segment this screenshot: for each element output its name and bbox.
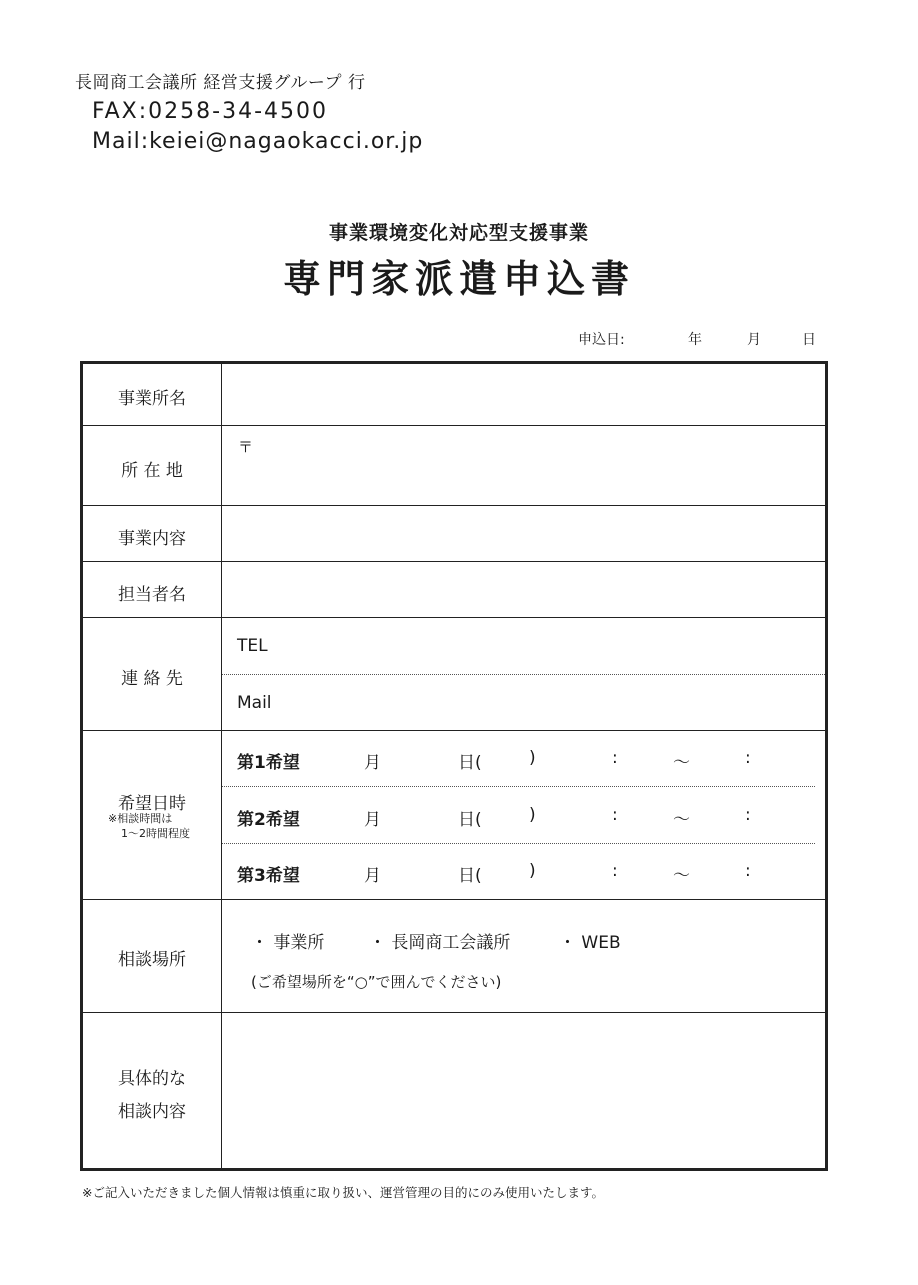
choice-month: 月 xyxy=(364,810,381,830)
place-label: 相談場所 xyxy=(118,950,186,970)
choice-label: 第2希望 xyxy=(237,810,300,830)
program-name: 事業環境変化対応型支援事業 xyxy=(328,222,589,244)
choice-start-colon: : xyxy=(612,748,618,768)
privacy-notice: ※ご記入いただきました個人情報は慎重に取り扱い、運営管理の目的にのみ使用いたします。 xyxy=(82,1185,604,1200)
business-name-label: 事業所名 xyxy=(118,389,186,409)
recipient-line: 長岡商工会議所 経営支援グループ 行 xyxy=(75,73,366,93)
business-content-label: 事業内容 xyxy=(118,529,186,549)
place-option-office[interactable]: ・ 事業所 xyxy=(251,933,325,953)
row-divider xyxy=(83,899,825,900)
choice-weekday-close: ) xyxy=(529,748,536,768)
choice-tilde: 〜 xyxy=(673,753,690,773)
choice-end-colon: : xyxy=(745,805,751,825)
row-divider xyxy=(83,617,825,618)
choice-dotted-divider xyxy=(222,843,815,844)
detail-label: 相談内容 xyxy=(118,1102,186,1122)
business-content-field[interactable] xyxy=(222,506,825,561)
choice-tilde: 〜 xyxy=(673,866,690,886)
business-name-field[interactable] xyxy=(222,364,825,425)
mail-address: Mail:keiei@nagaokacci.or.jp xyxy=(92,129,424,154)
choice-dotted-divider xyxy=(222,786,815,787)
mail-label: Mail xyxy=(237,693,272,713)
choice-label: 第3希望 xyxy=(237,866,300,886)
choice-month: 月 xyxy=(364,866,381,886)
address-field[interactable] xyxy=(222,426,825,505)
fax-number: FAX:0258-34-4500 xyxy=(92,99,329,124)
choice-day: 日( xyxy=(458,753,482,773)
consultation-time-note: ※相談時間は xyxy=(108,812,173,825)
consultation-time-note: 1〜2時間程度 xyxy=(121,827,190,840)
row-divider xyxy=(83,730,825,731)
contact-person-field[interactable] xyxy=(222,562,825,617)
choice-day: 日( xyxy=(458,866,482,886)
choice-start-colon: : xyxy=(612,861,618,881)
place-instruction: (ご希望場所を“○”で囲んでください) xyxy=(251,973,502,991)
place-option-web[interactable]: ・ WEB xyxy=(559,933,621,953)
choice-start-colon: : xyxy=(612,805,618,825)
form-title: 専門家派遣申込書 xyxy=(282,257,635,301)
choice-label: 第1希望 xyxy=(237,753,300,773)
application-date-label: 申込日: xyxy=(578,332,625,348)
place-option-chamber[interactable]: ・ 長岡商工会議所 xyxy=(369,933,511,953)
choice-weekday-close: ) xyxy=(529,805,536,825)
contact-label: 連 絡 先 xyxy=(121,669,183,689)
consultation-detail-field[interactable] xyxy=(222,1013,825,1168)
choice-end-colon: : xyxy=(745,748,751,768)
contact-person-label: 担当者名 xyxy=(118,585,186,605)
choice-end-colon: : xyxy=(745,861,751,881)
choice-day: 日( xyxy=(458,810,482,830)
address-label: 所 在 地 xyxy=(121,461,183,481)
date-day-label: 日 xyxy=(802,332,816,348)
date-year-label: 年 xyxy=(688,332,702,348)
choice-weekday-close: ) xyxy=(529,861,536,881)
date-month-label: 月 xyxy=(747,332,761,348)
choice-month: 月 xyxy=(364,753,381,773)
tel-label: TEL xyxy=(237,636,268,656)
choice-tilde: 〜 xyxy=(673,810,690,830)
application-form-table xyxy=(80,361,828,1171)
detail-label: 具体的な xyxy=(118,1069,186,1089)
postal-mark: 〒 xyxy=(238,438,254,456)
preferred-datetime-label: 希望日時 xyxy=(118,794,186,814)
contact-dotted-divider xyxy=(222,674,825,675)
